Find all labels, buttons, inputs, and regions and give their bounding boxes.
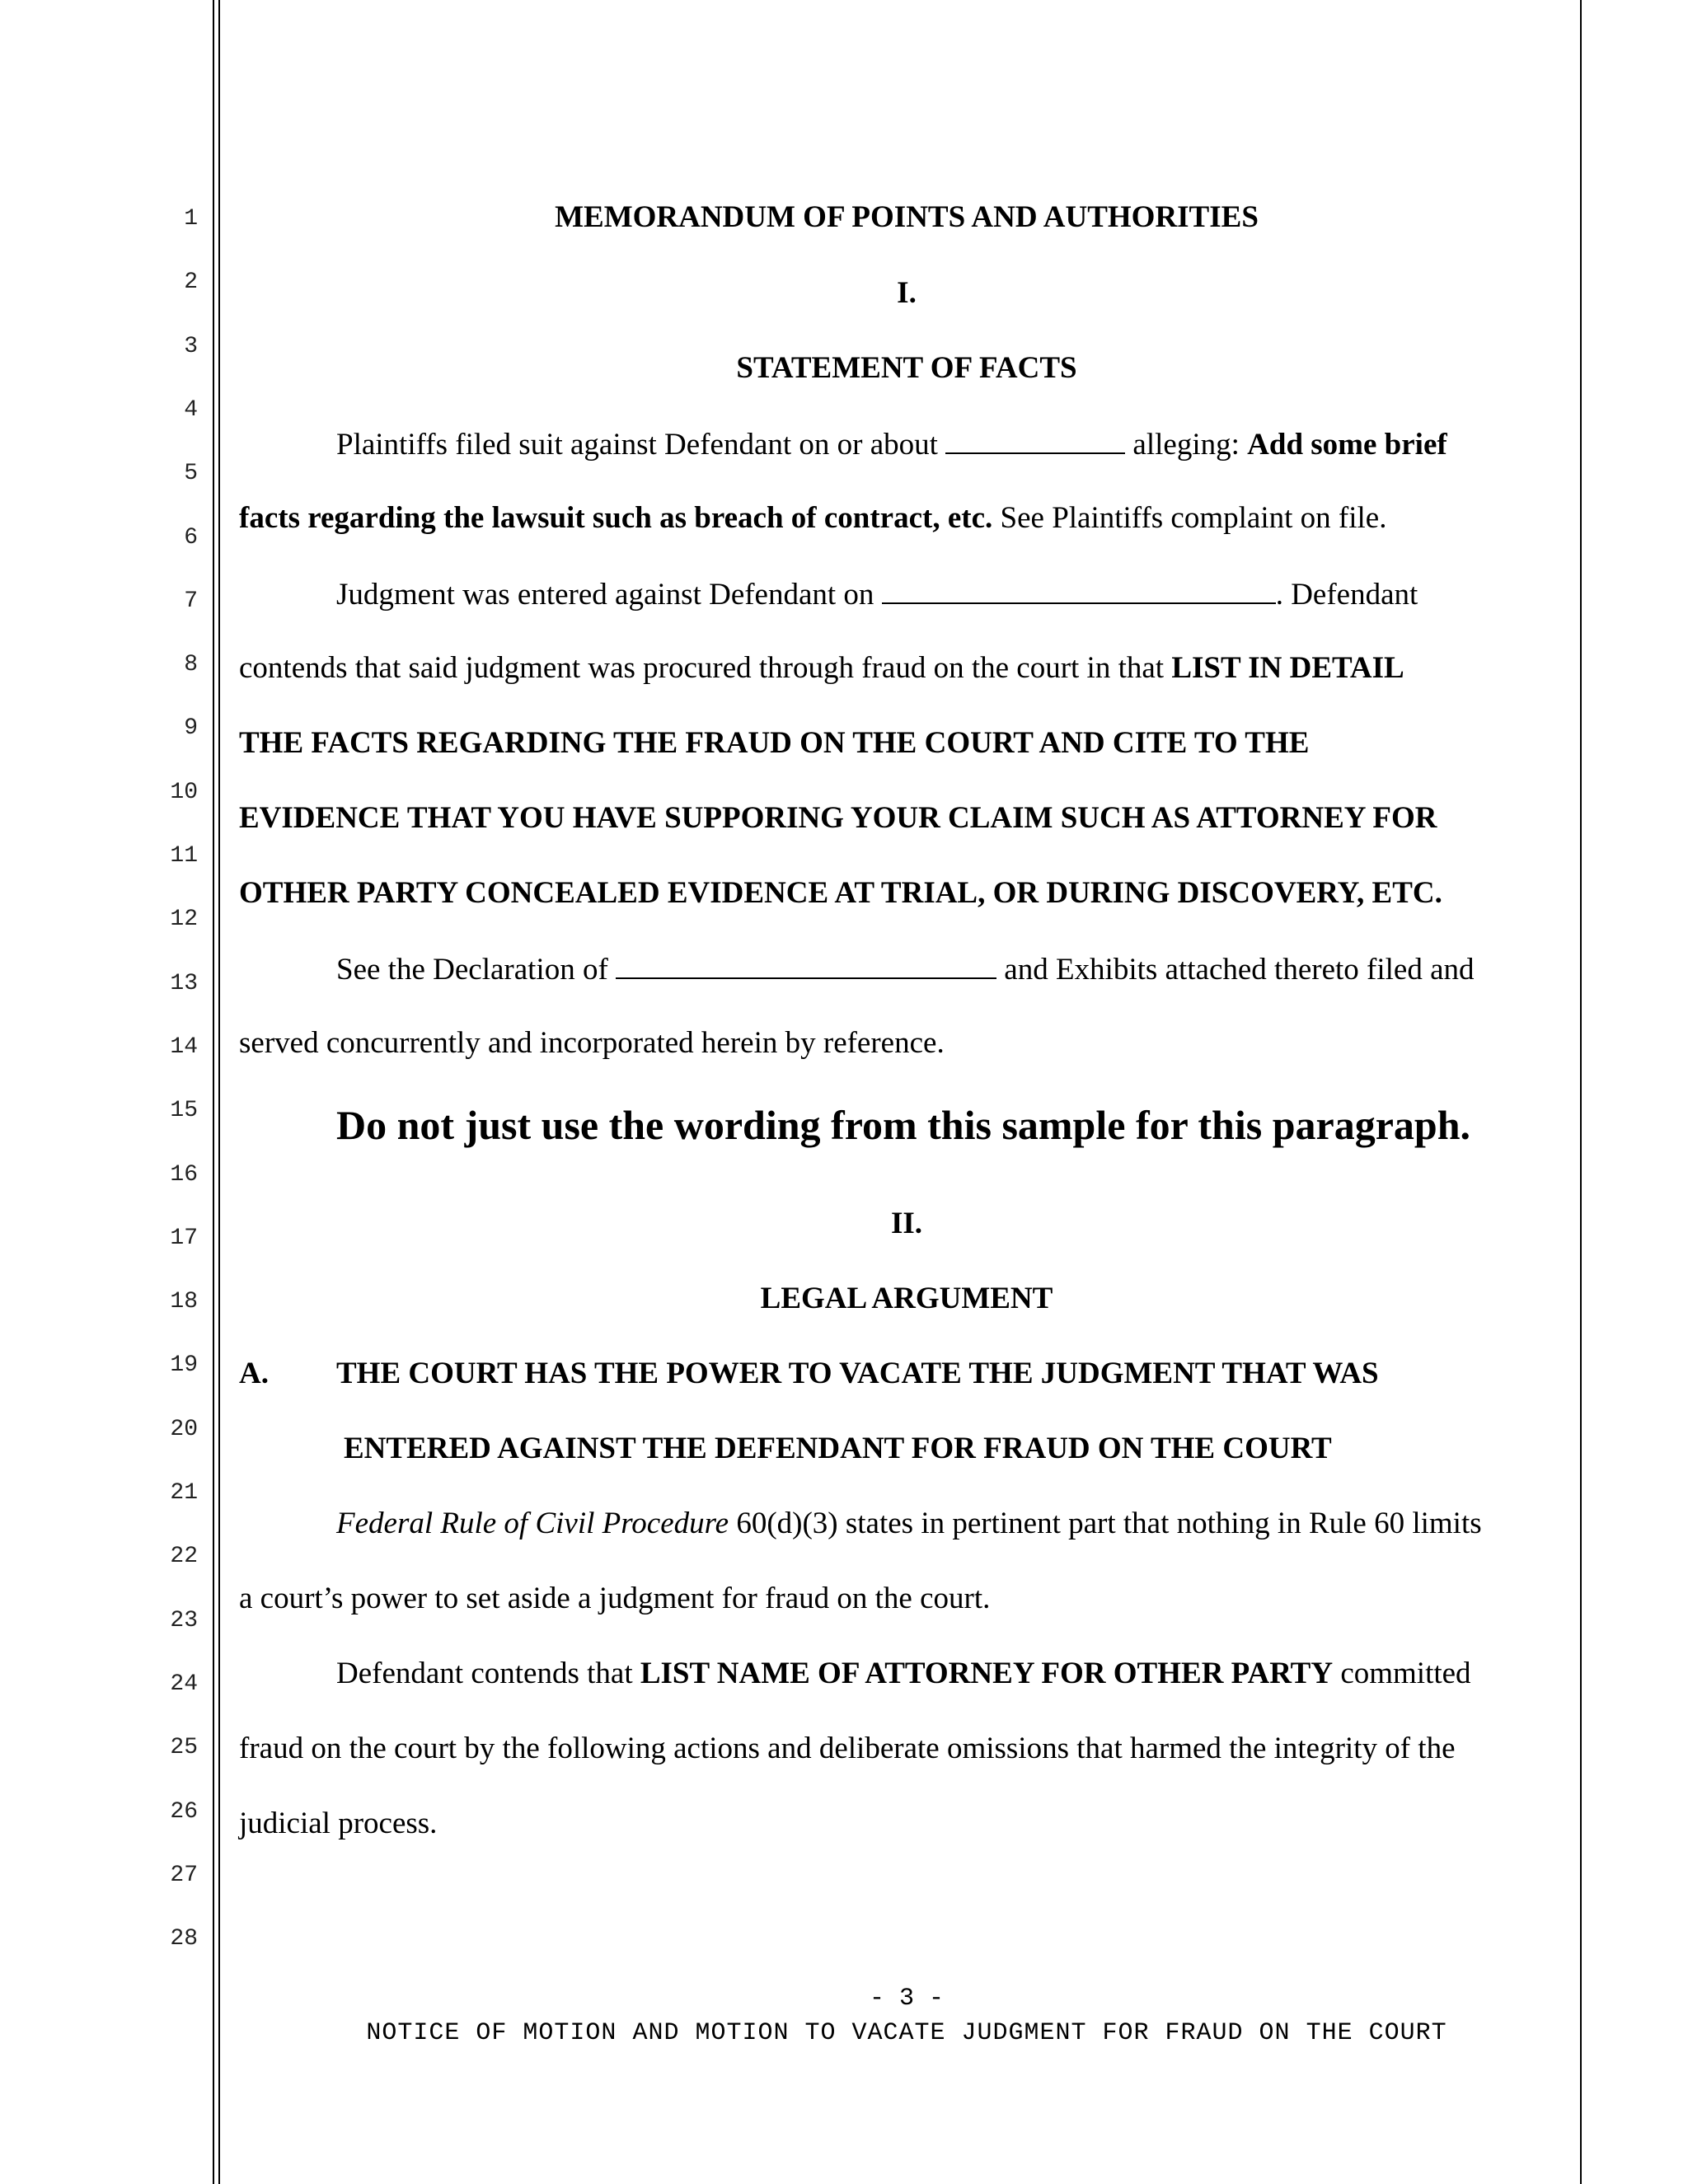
section-2-title: LEGAL ARGUMENT bbox=[760, 1282, 1053, 1315]
argument-p1-line-2: a court’s power to set aside a judgment for fraud on the court. bbox=[239, 1582, 991, 1615]
line-number: 5 bbox=[184, 461, 198, 487]
line-number: 23 bbox=[170, 1607, 198, 1633]
line-number: 17 bbox=[170, 1225, 198, 1251]
facts-p2-bold-3: EVIDENCE THAT YOU HAVE SUPPORING YOUR CLAIM SUCH AS ATTORNEY FOR bbox=[239, 801, 1437, 835]
facts-p1-mid: alleging: bbox=[1132, 428, 1240, 462]
argument-a-heading-line-1 bbox=[239, 1358, 1574, 1389]
facts-p1-bold-2: facts regarding the lawsuit such as breach of contract, etc. bbox=[239, 501, 993, 535]
facts-p2-bold-1: LIST IN DETAIL bbox=[1171, 651, 1404, 685]
line-number: 3 bbox=[184, 333, 198, 359]
line-number: 12 bbox=[170, 907, 198, 933]
line-number: 9 bbox=[184, 715, 198, 742]
line-number: 16 bbox=[170, 1161, 198, 1188]
line-number: 18 bbox=[170, 1289, 198, 1315]
line-number: 14 bbox=[170, 1033, 198, 1060]
facts-paragraph-2-line-1 bbox=[239, 578, 1672, 610]
line-number: 2 bbox=[184, 269, 198, 296]
footer-title: NOTICE OF MOTION AND MOTION TO VACATE JUDGMENT FOR FRAUD ON THE COURT bbox=[366, 2019, 1447, 2047]
argument-p2-line-2: fraud on the court by the following actions and deliberate omissions that harmed the integrity of the bbox=[239, 1732, 1456, 1765]
argument-a-title-2: ENTERED AGAINST THE DEFENDANT FOR FRAUD ON THE COURT bbox=[344, 1432, 1332, 1465]
facts-p1-end: See Plaintiffs complaint on file. bbox=[1000, 501, 1387, 535]
argument-p2-bold: LIST NAME OF ATTORNEY FOR OTHER PARTY bbox=[640, 1657, 1334, 1690]
argument-p2-start: Defendant contends that bbox=[336, 1657, 633, 1690]
argument-p1-rest: 60(d)(3) states in pertinent part that nothing in Rule 60 limits bbox=[736, 1507, 1482, 1540]
argument-p2-end: committed bbox=[1340, 1657, 1471, 1690]
facts-p3-line-2: served concurrently and incorporated herein by reference. bbox=[239, 1026, 945, 1060]
line-number: 21 bbox=[170, 1480, 198, 1506]
line-number: 15 bbox=[170, 1098, 198, 1124]
argument-a-title-1: THE COURT HAS THE POWER TO VACATE THE JUDGMENT THAT WAS bbox=[336, 1357, 1379, 1390]
section-1-title: STATEMENT OF FACTS bbox=[736, 351, 1077, 385]
line-number: 19 bbox=[170, 1352, 198, 1379]
facts-p1-start: Plaintiffs filed suit against Defendant on or about bbox=[336, 428, 938, 462]
facts-p2-end: . Defendant bbox=[1275, 578, 1418, 612]
declarant-name-blank[interactable] bbox=[616, 953, 996, 979]
facts-p3-start: See the Declaration of bbox=[336, 953, 608, 987]
argument-paragraph-1-line-1 bbox=[239, 1508, 1672, 1539]
right-margin-rule bbox=[1580, 0, 1582, 2184]
line-number: 13 bbox=[170, 970, 198, 996]
line-number: 24 bbox=[170, 1671, 198, 1697]
line-number: 7 bbox=[184, 588, 198, 614]
facts-p2-line2: contends that said judgment was procured through fraud on the court in that bbox=[239, 651, 1165, 685]
facts-paragraph-1-line-2 bbox=[239, 503, 1574, 533]
argument-p2-line-3: judicial process. bbox=[239, 1807, 438, 1840]
line-number: 25 bbox=[170, 1735, 198, 1761]
line-number: 6 bbox=[184, 524, 198, 551]
facts-paragraph-2-line-2 bbox=[239, 653, 1574, 683]
left-margin-rule-outer bbox=[213, 0, 214, 2184]
line-number: 20 bbox=[170, 1416, 198, 1442]
facts-p2-bold-2: THE FACTS REGARDING THE FRAUD ON THE COURT AND CITE TO THE bbox=[239, 726, 1310, 760]
line-number: 10 bbox=[170, 779, 198, 805]
line-number: 11 bbox=[170, 843, 198, 869]
page-number: - 3 - bbox=[869, 1985, 944, 2013]
facts-paragraph-1-line-1 bbox=[239, 428, 1672, 460]
judgment-date-blank[interactable] bbox=[882, 578, 1276, 604]
memo-title: MEMORANDUM OF POINTS AND AUTHORITIES bbox=[555, 200, 1259, 234]
facts-paragraph-3-line-1 bbox=[239, 953, 1672, 985]
section-2-numeral: II. bbox=[890, 1207, 923, 1240]
date-blank[interactable] bbox=[945, 428, 1125, 454]
line-number: 8 bbox=[184, 652, 198, 678]
facts-p2-bold-4: OTHER PARTY CONCEALED EVIDENCE AT TRIAL, OR DURING DISCOVERY, ETC. bbox=[239, 876, 1442, 910]
facts-p3-end: and Exhibits attached thereto filed and bbox=[1004, 953, 1475, 987]
line-number: 27 bbox=[170, 1862, 198, 1888]
section-1-numeral: I. bbox=[897, 276, 917, 310]
line-number: 1 bbox=[184, 206, 198, 232]
left-margin-rule-inner bbox=[218, 0, 220, 2184]
argument-paragraph-2-line-1 bbox=[239, 1658, 1672, 1689]
sample-warning: Do not just use the wording from this sample for this paragraph. bbox=[336, 1102, 1471, 1148]
line-number: 28 bbox=[170, 1926, 198, 1952]
facts-p1-bold: Add some brief bbox=[1247, 428, 1447, 462]
line-number: 22 bbox=[170, 1544, 198, 1570]
argument-a-label: A. bbox=[239, 1357, 269, 1390]
line-number: 4 bbox=[184, 396, 198, 423]
frcp-citation: Federal Rule of Civil Procedure bbox=[336, 1507, 729, 1540]
facts-p2-start: Judgment was entered against Defendant on bbox=[336, 578, 874, 612]
line-number: 26 bbox=[170, 1798, 198, 1825]
